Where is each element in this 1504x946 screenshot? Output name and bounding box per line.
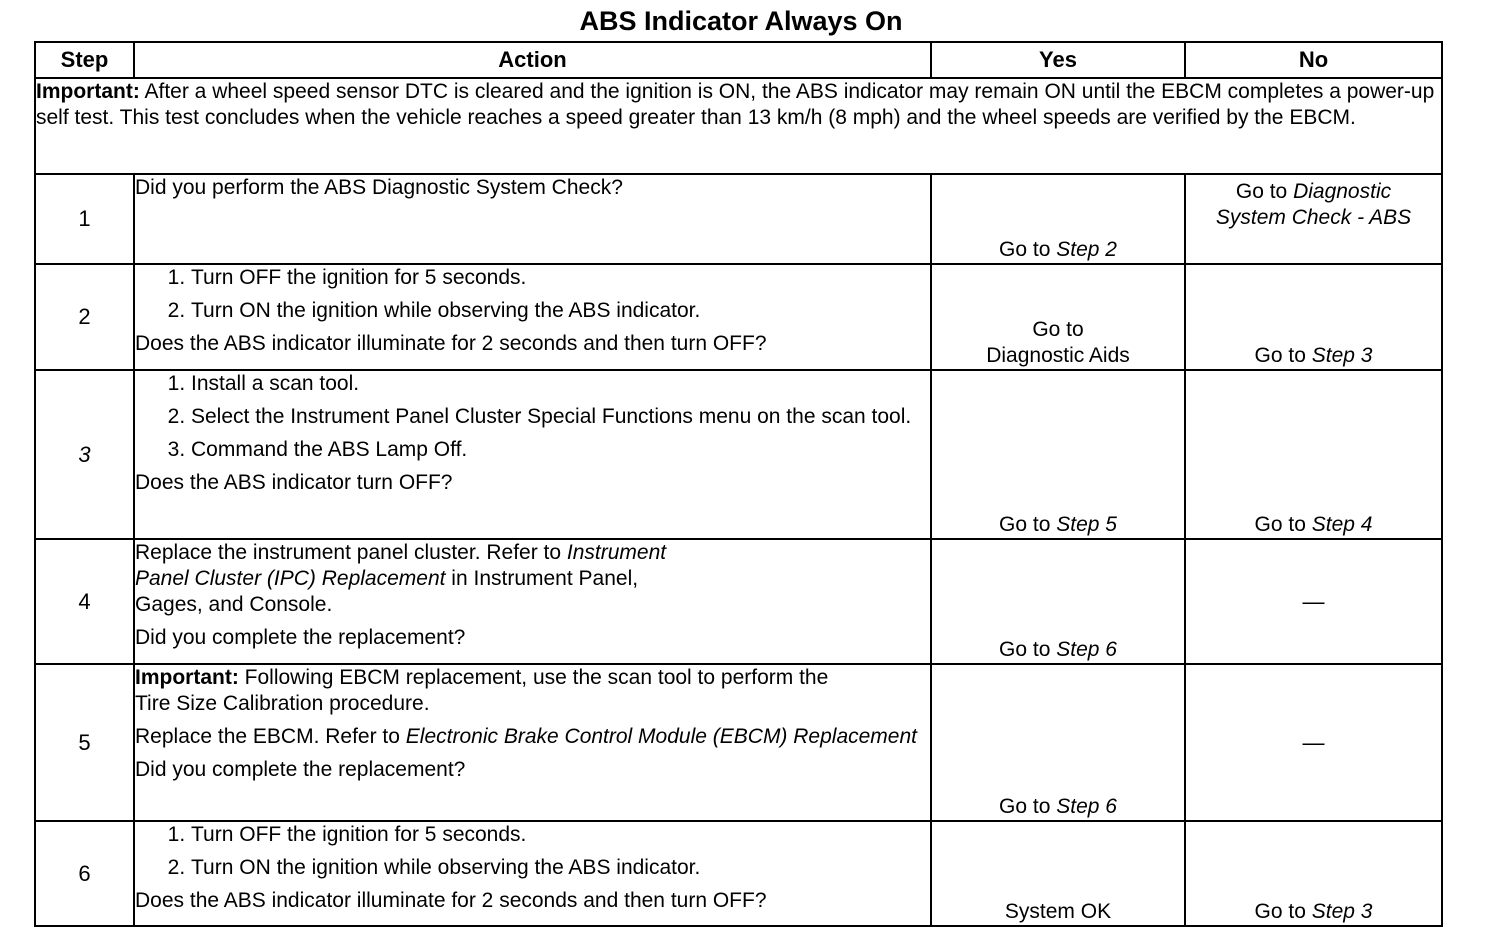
no-cell bbox=[1185, 370, 1442, 539]
step-link[interactable]: Step 4 bbox=[1311, 513, 1373, 536]
yes-cell: System OK bbox=[931, 821, 1185, 926]
no-text: Go to bbox=[1254, 900, 1312, 923]
yes-text: Go to bbox=[999, 638, 1057, 661]
step-link[interactable]: Step 5 bbox=[1056, 513, 1117, 536]
important-note bbox=[35, 78, 1442, 174]
action-item: 2. Turn ON the ignition while observing the ABS indicator. bbox=[191, 298, 930, 324]
action-item: 1. Turn OFF the ignition for 5 seconds. bbox=[191, 822, 930, 848]
ebcm-replacement-link[interactable]: Electronic Brake Control Module (EBCM) Replacement bbox=[405, 725, 917, 748]
action-cell bbox=[134, 821, 931, 926]
action-item: 1. Install a scan tool. bbox=[191, 371, 930, 397]
action-item: 2. Select the Instrument Panel Cluster Special Functions menu on the scan tool. bbox=[191, 404, 930, 430]
action-text-pre: Replace the instrument panel cluster. Refer to bbox=[135, 541, 567, 564]
no-cell bbox=[1185, 174, 1442, 264]
action-item: 3. Command the ABS Lamp Off. bbox=[191, 437, 930, 463]
table-row bbox=[35, 370, 1442, 539]
step-number: 2 bbox=[35, 264, 134, 370]
no-text: Go to bbox=[1254, 513, 1312, 536]
step-number: 3 bbox=[35, 370, 134, 539]
diagnostic-aids-link[interactable]: Diagnostic Aids bbox=[986, 344, 1130, 367]
table-row bbox=[35, 821, 1442, 926]
step-link[interactable]: Step 2 bbox=[1056, 238, 1117, 261]
no-cell bbox=[1185, 821, 1442, 926]
important-label: Important: bbox=[135, 666, 239, 689]
table-row bbox=[35, 174, 1442, 264]
header-action: Action bbox=[134, 42, 931, 78]
action-question: Did you complete the replacement? bbox=[135, 758, 466, 781]
page-title: ABS Indicator Always On bbox=[579, 6, 903, 36]
action-item: 2. Turn ON the ignition while observing the ABS indicator. bbox=[191, 855, 930, 881]
yes-cell bbox=[931, 539, 1185, 664]
important-label: Important: bbox=[36, 80, 140, 103]
action-list bbox=[135, 371, 930, 463]
header-yes: Yes bbox=[931, 42, 1185, 78]
diagnostic-table bbox=[34, 41, 1443, 927]
yes-text: Go to bbox=[999, 795, 1057, 818]
action-question: Does the ABS indicator illuminate for 2 seconds and then turn OFF? bbox=[135, 332, 767, 355]
table-row bbox=[35, 664, 1442, 821]
step-number: 4 bbox=[35, 539, 134, 664]
important-text: Following EBCM replacement, use the scan tool to perform the Tire Size Calibration procedure. bbox=[135, 666, 829, 715]
action-cell bbox=[134, 370, 931, 539]
no-cell: — bbox=[1185, 539, 1442, 664]
yes-text: Go to bbox=[1032, 318, 1084, 341]
step-number: 1 bbox=[35, 174, 134, 264]
no-text: Go to bbox=[1254, 344, 1312, 367]
table-row bbox=[35, 539, 1442, 664]
no-cell bbox=[1185, 264, 1442, 370]
action-question: Did you perform the ABS Diagnostic System Check? bbox=[135, 176, 623, 199]
action-text-pre: Replace the EBCM. Refer to bbox=[135, 725, 406, 748]
action-cell bbox=[134, 264, 931, 370]
diagnostic-link[interactable]: Diagnostic bbox=[1293, 180, 1392, 203]
action-text bbox=[135, 724, 930, 750]
step-number: 5 bbox=[35, 664, 134, 821]
step-link[interactable]: Step 3 bbox=[1311, 900, 1373, 923]
yes-text: Go to bbox=[999, 238, 1057, 261]
yes-text: Go to bbox=[999, 513, 1057, 536]
action-list bbox=[135, 265, 930, 324]
important-text: After a wheel speed sensor DTC is cleared and the ignition is ON, the ABS indicator may remain ON until the EBCM completes a power-up self test. This test concludes when the vehicle reaches a speed greater than 13 km/h (8 mph) and the wheel speeds are verified by the EBCM. bbox=[36, 80, 1435, 129]
header-no: No bbox=[1185, 42, 1442, 78]
step-link[interactable]: Step 6 bbox=[1056, 795, 1117, 818]
action-text-post: in Instrument Panel, Gages, and Console. bbox=[135, 567, 639, 616]
yes-cell bbox=[931, 664, 1185, 821]
diagnostic-link-line2[interactable]: System Check - ABS bbox=[1215, 206, 1412, 229]
action-important bbox=[135, 665, 855, 717]
no-text: Go to bbox=[1235, 180, 1294, 203]
action-cell bbox=[134, 664, 931, 821]
step-link[interactable]: Step 6 bbox=[1056, 638, 1117, 661]
action-question: Did you complete the replacement? bbox=[135, 626, 466, 649]
no-cell: — bbox=[1185, 664, 1442, 821]
action-text bbox=[135, 540, 695, 618]
step-link[interactable]: Step 3 bbox=[1311, 344, 1373, 367]
action-cell bbox=[134, 174, 931, 264]
yes-cell bbox=[931, 264, 1185, 370]
table-row bbox=[35, 264, 1442, 370]
action-question: Does the ABS indicator turn OFF? bbox=[135, 471, 453, 494]
action-item: 1. Turn OFF the ignition for 5 seconds. bbox=[191, 265, 930, 291]
step-number: 6 bbox=[35, 821, 134, 926]
important-note-row bbox=[35, 78, 1442, 174]
action-list bbox=[135, 822, 930, 881]
action-cell bbox=[134, 539, 931, 664]
header-row bbox=[35, 42, 1442, 78]
yes-cell bbox=[931, 370, 1185, 539]
yes-cell bbox=[931, 174, 1185, 264]
action-question: Does the ABS indicator illuminate for 2 seconds and then turn OFF? bbox=[135, 889, 767, 912]
header-step: Step bbox=[35, 42, 134, 78]
ipc-replacement-link[interactable]: Instrument Panel Cluster (IPC) Replacement bbox=[135, 541, 667, 590]
